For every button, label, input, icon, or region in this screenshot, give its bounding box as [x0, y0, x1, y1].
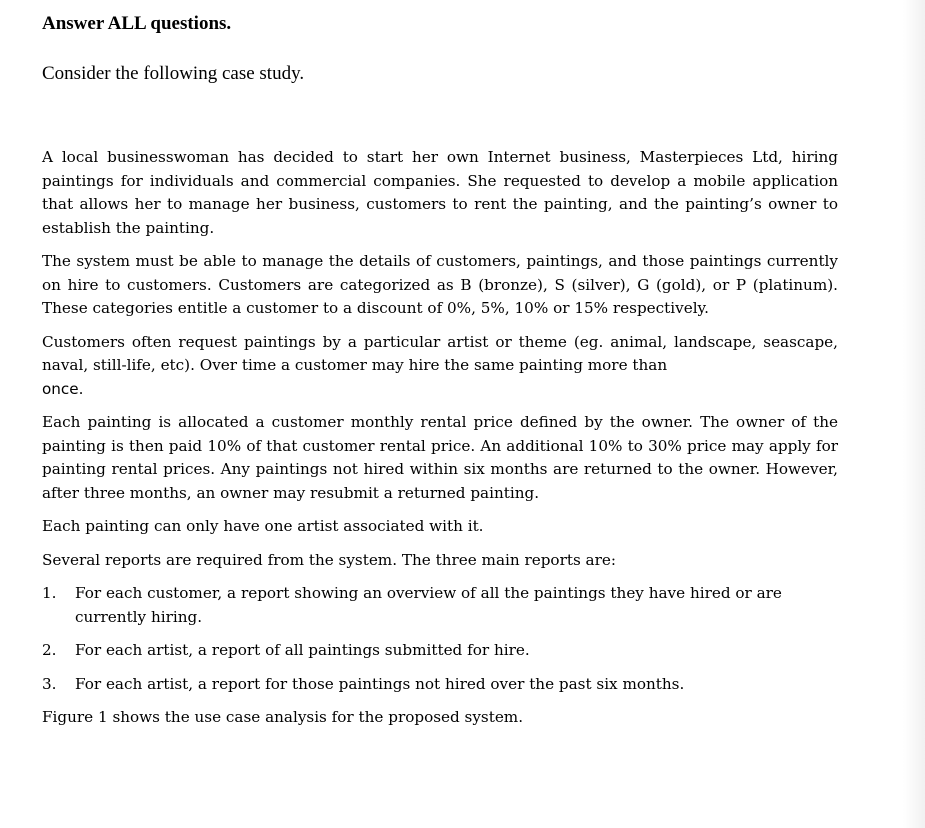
- report-text: For each artist, a report of all paintings submitted for hire.: [75, 641, 530, 659]
- report-number: 1.: [42, 584, 57, 602]
- paragraph-system-requirements: The system must be able to manage the details of customers, paintings, and those paintings currently on hire to customers. Customers are categorized as B (bronze), S (silver), G (gold), or P (platinum). These categories entitle a customer to a discount of 0%, 5%, 10% or 15% respectively.: [42, 252, 838, 317]
- paragraph-reports-intro: Several reports are required from the system. The three main reports are:: [42, 550, 616, 569]
- instructions-heading: Answer ALL questions.: [42, 13, 232, 34]
- page-edge-shadow: [903, 0, 925, 828]
- case-study-body: [42, 146, 838, 740]
- report-item: [42, 639, 838, 663]
- report-item: [42, 673, 838, 697]
- paragraph-customer-requests-text: Customers often request paintings by a particular artist or theme (eg. animal, landscape, seascape, naval, still-life, etc). Over time a customer may hire the same painting more than: [42, 332, 838, 374]
- paragraph-customer-requests-end: once.: [42, 379, 84, 398]
- intro-line: Consider the following case study.: [42, 63, 305, 84]
- paragraph-rental-pricing: Each painting is allocated a customer monthly rental price defined by the owner. The owner of the painting is then paid 10% of that customer rental price. An additional 10% to 30% price may apply for painting rental prices. Any paintings not hired within six months are returned to the owner. However, after three months, an owner may resubmit a returned painting.: [42, 413, 838, 502]
- report-item: [42, 582, 838, 629]
- paragraph-figure-reference: Figure 1 shows the use case analysis for the proposed system.: [42, 708, 524, 726]
- paragraph-business: A local businesswoman has decided to start her own Internet business, Masterpieces Ltd, hiring paintings for individuals and commercial companies. She requested to develop a mobile application that allows her to manage her business, customers to rent the painting, and the painting’s owner to establish the painting.: [42, 148, 838, 237]
- paragraph-customer-requests: [42, 331, 838, 402]
- paragraph-artist-rule: Each painting can only have one artist associated with it.: [42, 517, 484, 535]
- report-number: 3.: [42, 674, 57, 693]
- report-text: For each customer, a report showing an overview of all the paintings they have hired or are currently hiring.: [75, 584, 782, 626]
- report-number: 2.: [42, 641, 57, 659]
- report-text: For each artist, a report for those paintings not hired over the past six months.: [75, 674, 685, 693]
